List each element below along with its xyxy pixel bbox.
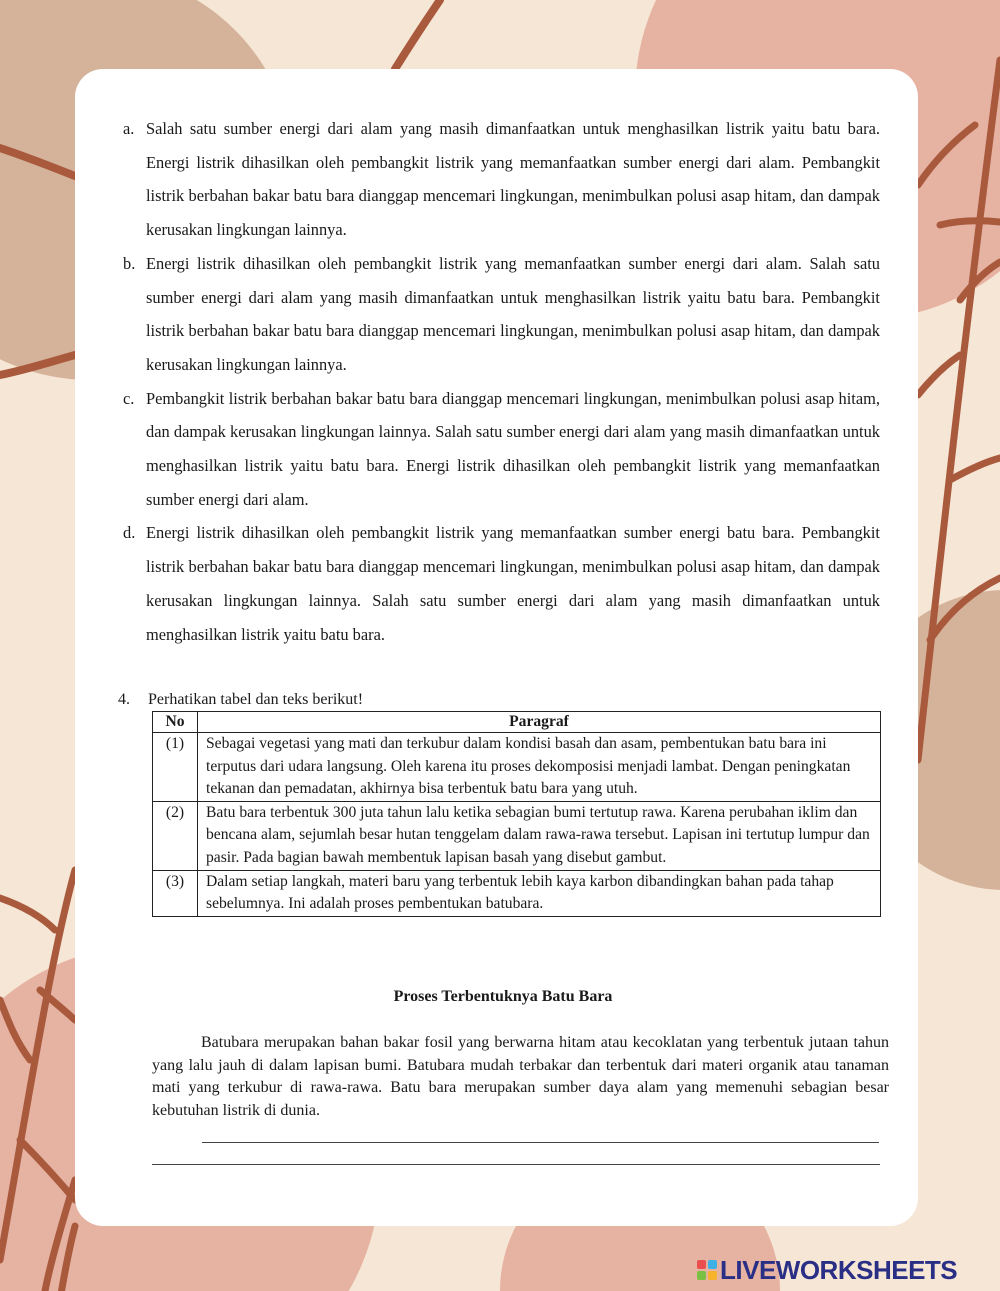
option-letter: b.	[123, 253, 136, 273]
option-c	[118, 382, 880, 517]
question-number: 4.	[118, 691, 130, 708]
option-d	[118, 516, 880, 651]
logo-tile	[708, 1260, 717, 1269]
table-row	[153, 801, 881, 870]
option-b	[118, 247, 880, 382]
question-4	[118, 689, 888, 917]
option-letter: a.	[123, 119, 135, 138]
row-text: Sebagai vegetasi yang mati dan terkubur dalam kondisi basah dan asam, pembentukan batu bara ini terputus dari udara langsung. Oleh karena itu proses dekomposisi menjadi lambat. Dengan peningkatan tekanan dan pemadatan, akhirnya bisa terbentuk batu bara yang utuh.	[198, 733, 881, 802]
branch-top	[395, 0, 440, 69]
header-no: No	[153, 712, 198, 733]
question-4-header	[118, 689, 888, 711]
question-prompt: Perhatikan tabel dan teks berikut!	[148, 691, 364, 708]
logo-tile	[708, 1271, 717, 1280]
logo-tile	[697, 1260, 706, 1269]
answer-line-2[interactable]	[152, 1164, 880, 1165]
table-row	[153, 733, 881, 802]
row-number: (1)	[153, 733, 198, 802]
body-paragraph: Batubara merupakan bahan bakar fosil yang berwarna hitam atau kecoklatan yang terbentuk jutaan tahun yang lalu jauh di dalam lapisan bumi. Batubara mudah terbakar dan terbentuk dari materi organik atau tanaman mati yang terkubur di rawa-rawa. Batu bara merupakan sumber daya alam yang memenuhi sebagian besar kebutuhan listrik di dunia.	[152, 1034, 889, 1119]
row-number: (2)	[153, 801, 198, 870]
paragraph-table	[152, 711, 881, 917]
logo-tiles-icon	[697, 1260, 717, 1280]
logo-tile	[697, 1271, 706, 1280]
option-text: Pembangkit listrik berbahan bakar batu bara dianggap mencemari lingkungan, menimbulkan polusi asap hitam, dan dampak kerusakan lingkungan lainnya. Salah satu sumber energi dari alam yang masih dimanfaatkan untuk menghasilkan listrik yaitu batu bara. Energi listrik dihasilkan oleh pembangkit listrik yang memanfaatkan sumber energi dari alam.	[146, 388, 880, 509]
option-text: Salah satu sumber energi dari alam yang masih dimanfaatkan untuk menghasilkan listrik yaitu batu bara. Energi listrik dihasilkan oleh pembangkit listrik yang memanfaatkan sumber energi dari alam. Pembangkit listrik berbahan bakar batu bara dianggap mencemari lingkungan, menimbulkan polusi asap hitam, dan dampak kerusakan lingkungan lainnya.	[146, 119, 880, 240]
row-number: (3)	[153, 870, 198, 916]
answer-line-1[interactable]	[202, 1142, 879, 1143]
option-text: Energi listrik dihasilkan oleh pembangkit listrik yang memanfaatkan sumber energi batu bara. Pembangkit listrik berbahan bakar batu bara dianggap mencemari lingkungan, menimbulkan polusi asap hitam, dan dampak kerusakan lingkungan lainnya. Salah satu sumber energi dari alam yang masih dimanfaatkan untuk menghasilkan listrik yaitu batu bara.	[146, 523, 880, 644]
section-title: Proses Terbentuknya Batu Bara	[393, 988, 613, 1005]
row-text: Batu bara terbentuk 300 juta tahun lalu ketika sebagian bumi tertutup rawa. Karena perubahan iklim dan bencana alam, sejumlah besar hutan tenggelam dalam rawa-rawa tersebut. Lapisan ini tertutup lumpur dan pasir. Pada bagian bawah membentuk lapisan basah yang disebut gambut.	[198, 801, 881, 870]
option-a	[118, 112, 880, 247]
table-header-row	[153, 712, 881, 733]
row-text: Dalam setiap langkah, materi baru yang terbentuk lebih kaya karbon dibandingkan bahan pada tahap sebelumnya. Ini adalah proses pembentukan batubara.	[198, 870, 881, 916]
option-letter: d.	[123, 523, 136, 543]
header-paragraf: Paragraf	[198, 712, 881, 733]
answer-options	[118, 112, 880, 651]
table-row	[153, 870, 881, 916]
option-letter: c.	[123, 388, 135, 408]
option-text: Energi listrik dihasilkan oleh pembangkit listrik yang memanfaatkan sumber energi dari alam. Salah satu sumber energi dari alam yang masih dimanfaatkan untuk menghasilkan listrik yaitu batu bara. Pembangkit listrik berbahan bakar batu bara dianggap mencemari lingkungan, menimbulkan polusi asap hitam, dan dampak kerusakan lingkungan lainnya.	[146, 253, 880, 374]
logo-text: LIVEWORKSHEETS	[720, 1254, 958, 1285]
liveworksheets-logo	[697, 1254, 957, 1286]
